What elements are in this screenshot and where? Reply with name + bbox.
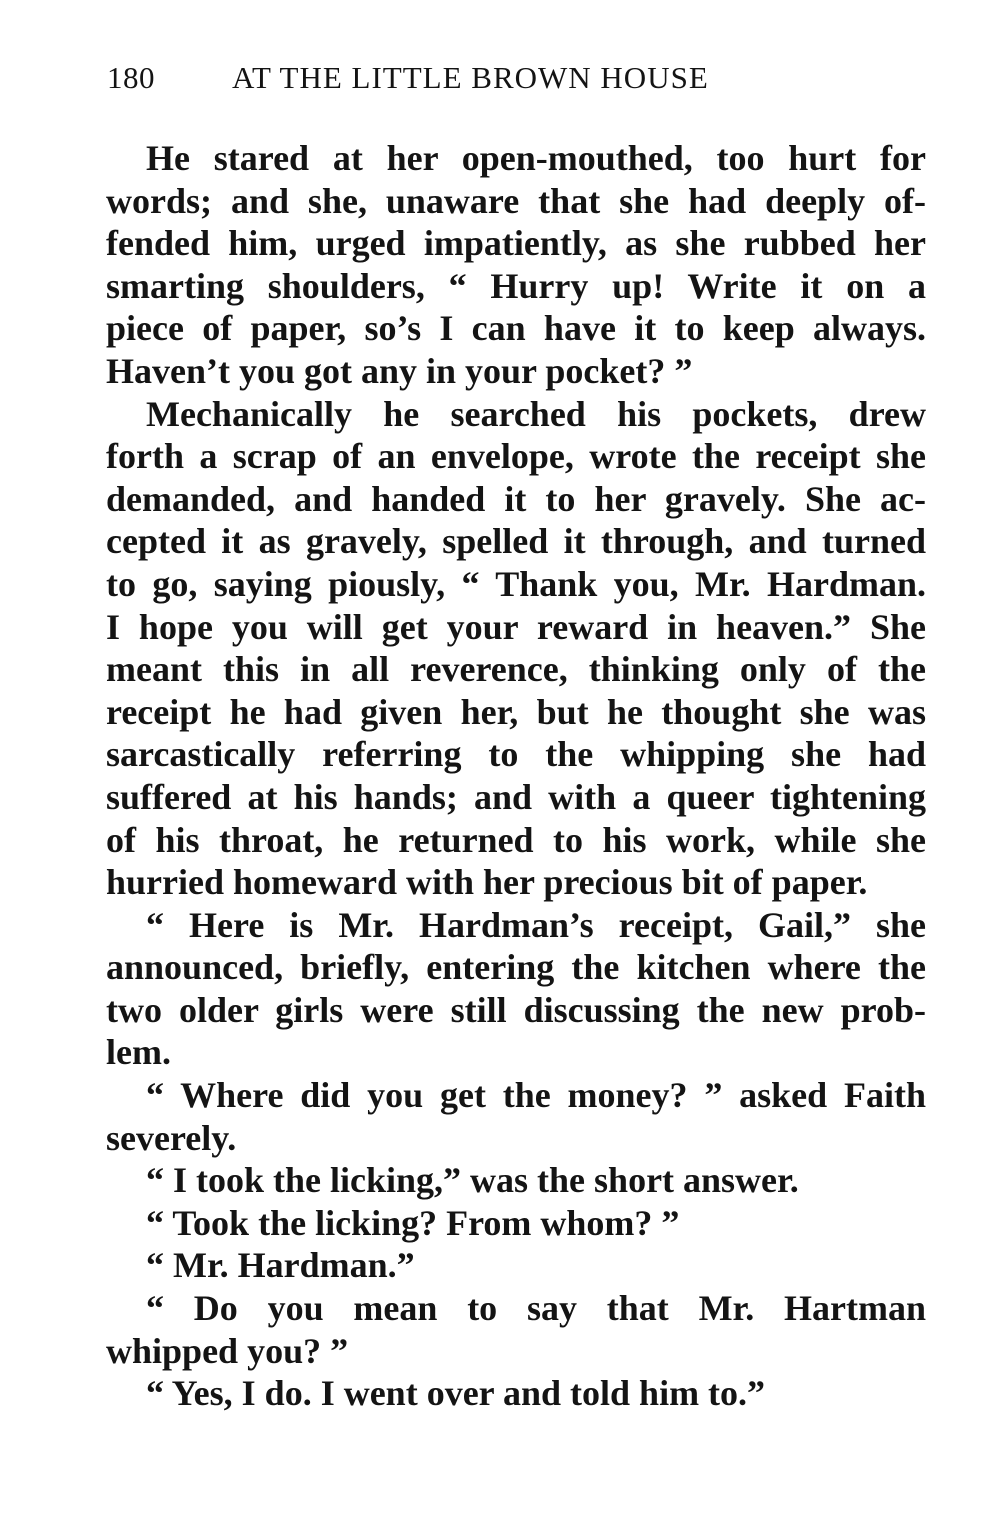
text-line: “ I took the licking,” was the short answer. (146, 1160, 799, 1201)
text-line: announced, briefly, entering the kitchen where the (106, 947, 926, 988)
running-head (107, 60, 927, 104)
text-line: “ Where did you get the money? ” asked Faith (146, 1075, 926, 1116)
text-line: forth a scrap of an envelope, wrote the receipt she (106, 436, 926, 477)
text-line: “ Took the licking? From whom? ” (146, 1202, 680, 1243)
running-title: AT THE LITTLE BROWN HOUSE (232, 60, 709, 95)
text-line: suffered at his hands; and with a queer tightening (106, 776, 926, 817)
text-line: to go, saying piously, “ Thank you, Mr. Hardman. (106, 563, 926, 604)
text-line: “ Mr. Hardman.” (146, 1245, 415, 1286)
text-line: fended him, urged impatiently, as she rubbed her (106, 223, 926, 264)
text-line: “ Yes, I do. I went over and told him to.” (146, 1373, 766, 1414)
text-line: two older girls were still discussing the new prob- (106, 989, 926, 1030)
text-line: sarcastically referring to the whipping she had (106, 734, 926, 775)
text-line: Haven’t you got any in your pocket? ” (106, 350, 693, 391)
text-line: I hope you will get your reward in heaven.” She (106, 606, 926, 647)
text-line: He stared at her open-mouthed, too hurt for (146, 138, 926, 178)
text-line: severely. (106, 1117, 237, 1158)
text-line: lem. (106, 1032, 171, 1073)
text-line: whipped you? ” (106, 1330, 349, 1371)
text-line: piece of paper, so’s I can have it to keep always. (106, 308, 926, 349)
text-line: smarting shoulders, “ Hurry up! Write it on a (106, 265, 926, 306)
text-line: meant this in all reverence, thinking only of the (106, 649, 926, 690)
text-line: cepted it as gravely, spelled it through, and turned (106, 521, 926, 562)
text-line: “ Do you mean to say that Mr. Hartman (146, 1288, 926, 1329)
text-line: receipt he had given her, but he thought she was (106, 691, 926, 732)
page-number: 180 (107, 60, 155, 95)
text-line: words; and she, unaware that she had deeply of- (106, 180, 926, 221)
text-line: of his throat, he returned to his work, while she (106, 819, 926, 860)
text-line: hurried homeward with her precious bit of paper. (106, 862, 868, 903)
text-line: “ Here is Mr. Hardman’s receipt, Gail,” she (146, 904, 926, 945)
body-text (106, 137, 926, 1415)
text-line: demanded, and handed it to her gravely. She ac- (106, 478, 926, 519)
text-line: Mechanically he searched his pockets, drew (146, 393, 926, 434)
